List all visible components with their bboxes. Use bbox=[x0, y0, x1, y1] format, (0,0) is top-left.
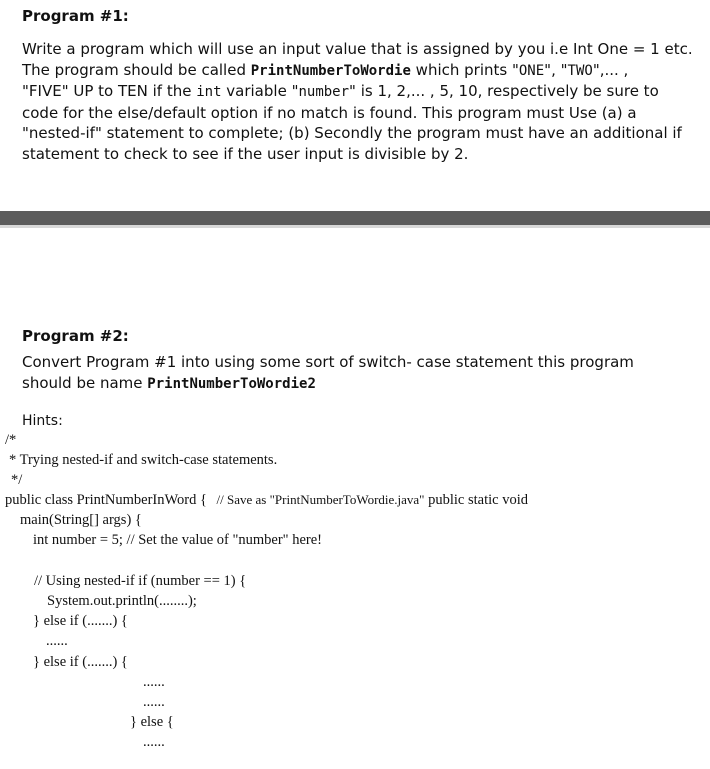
class-name-code-2: PrintNumberToWordie2 bbox=[147, 375, 316, 392]
program2-description bbox=[22, 352, 634, 394]
code-line-10: ...... bbox=[46, 633, 68, 649]
program2-heading: Program #2: bbox=[22, 327, 129, 345]
p1-line-2-text-c: ", " bbox=[544, 60, 568, 79]
code-line-4-class: public class PrintNumberInWord { bbox=[5, 492, 207, 508]
p1-line-3-text: "FIVE" UP to TEN if the bbox=[22, 82, 197, 100]
code-two: TWO bbox=[567, 62, 593, 79]
p1-line-5: "nested-if" statement to complete; (b) Secondly the program must have an additional if bbox=[22, 124, 682, 142]
p1-line-3-text-c: " is 1, 2,... , 5, 10, respectively be sure to bbox=[349, 82, 659, 100]
p1-line-4: code for the else/default option if no match is found. This program must Use (a) a bbox=[22, 103, 637, 122]
code-line-1: /* bbox=[5, 432, 17, 448]
p1-line-1: Write a program which will use an input value that is assigned by you i.e Int One = 1 etc. bbox=[22, 40, 693, 58]
p1-line-2 bbox=[22, 60, 693, 82]
section-divider bbox=[0, 211, 710, 225]
code-line-5: main(String[] args) { bbox=[20, 512, 142, 528]
p1-line-2-text-b: which prints " bbox=[410, 60, 519, 79]
code-line-3: */ bbox=[11, 472, 23, 488]
p2-line-2-text: should be name bbox=[22, 373, 148, 392]
section-divider-shadow bbox=[0, 225, 710, 228]
program1-heading: Program #1: bbox=[22, 7, 129, 25]
p2-line-1: Convert Program #1 into using some sort of switch- case statement this program bbox=[22, 353, 634, 371]
code-int: int bbox=[196, 84, 222, 100]
code-line-13: ...... bbox=[143, 694, 165, 710]
code-line-14: } else { bbox=[130, 714, 174, 730]
code-line-6: int number = 5; // Set the value of "number" here! bbox=[33, 532, 322, 548]
code-line-9: } else if (.......) { bbox=[33, 613, 128, 629]
code-line-11: } else if (.......) { bbox=[33, 654, 128, 670]
code-line-4-method: public static void bbox=[428, 492, 528, 508]
p1-line-2-text: The program should be called bbox=[22, 60, 251, 79]
program1-description bbox=[22, 39, 693, 164]
p1-line-3-text-b: variable " bbox=[221, 82, 299, 100]
code-line-2: * Trying nested-if and switch-case statements. bbox=[9, 452, 278, 468]
code-number: number bbox=[298, 84, 350, 100]
code-line-12: ...... bbox=[143, 674, 165, 690]
class-name-code: PrintNumberToWordie bbox=[250, 62, 411, 79]
code-line-7: // Using nested-if if (number == 1) { bbox=[34, 573, 247, 589]
code-line-8: System.out.println(........); bbox=[47, 593, 197, 609]
p1-line-6: statement to check to see if the user input is divisible by 2. bbox=[22, 144, 469, 163]
code-line-4-comment: // Save as "PrintNumberToWordie.java" bbox=[216, 492, 425, 507]
code-line-15: ...... bbox=[143, 734, 165, 750]
p1-line-2-text-d: ",... , bbox=[592, 60, 629, 79]
code-one: ONE bbox=[518, 62, 545, 79]
code-line-4 bbox=[5, 492, 528, 509]
hints-label: Hints: bbox=[22, 413, 63, 429]
p1-line-3 bbox=[22, 81, 693, 103]
p2-line-2 bbox=[22, 373, 634, 395]
